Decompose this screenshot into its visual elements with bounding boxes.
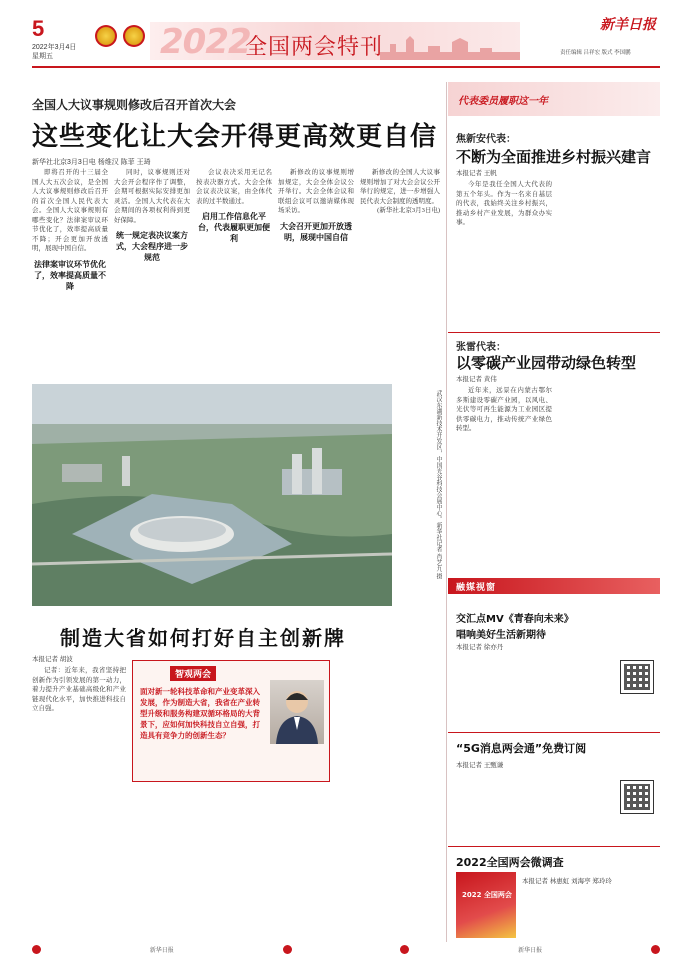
- photo-caption: 武汉东湖新技术开发区，中国光谷科技会展中心。新华社记者 肖艺九 摄: [435, 390, 441, 579]
- footer-dot-icon: [400, 945, 409, 954]
- insight-box-text: 面对新一轮科技革命和产业变革深入发展，作为制造大省，我省在产业转型升级和服务构建双循环格局的大背景下，应如何加快科技自立自强，打造具有竞争力的创新生态？: [140, 687, 260, 740]
- lead-subhead: 启用工作信息化平台，代表履职更加便利: [198, 212, 270, 243]
- lead-dateline: (新华社北京3月3日电): [377, 207, 440, 214]
- interviewee-portrait: [270, 680, 324, 744]
- banner-year: 2022: [160, 22, 251, 62]
- footer-label-left: 新华日报: [149, 947, 174, 954]
- 5g-headline: “5G消息两会通”免费订阅: [456, 742, 587, 755]
- media-divider: [448, 732, 660, 733]
- right-story-1-column-a: [456, 180, 552, 328]
- right-column-band-title: 代表委员履职这一年: [458, 96, 548, 107]
- footer-dot-icon: [32, 945, 41, 954]
- lead-paragraph: 新修改的议事规则增加规定，大会全体会议公开举行。大会全体会议和联组会议可以邀请媒体现场采访。: [278, 169, 354, 214]
- footer-dot-icon: [283, 945, 292, 954]
- lead-column-2: [114, 168, 190, 378]
- page-footer: [32, 944, 660, 954]
- right-story-1-byline: 本报记者 王帆: [456, 170, 497, 177]
- footer-label-right: 新华日报: [518, 947, 543, 954]
- lead-headline: 这些变化让大会开得更高效更自信: [32, 122, 438, 152]
- lead-paragraph: 同时，议事规则还对大会开会程序作了调整，会期可根据实际安排更加灵活。全国人大代表在大会期间的各项权利得到更好保障。: [114, 169, 190, 224]
- lead-subhead: 法律案审议环节优化了，效率提高质量不降: [34, 259, 106, 291]
- lead-column-3: [196, 168, 272, 378]
- page-number: 5: [32, 16, 45, 41]
- lead-column-5: [360, 168, 440, 378]
- poll-headline: 2022全国两会微调查: [456, 856, 564, 869]
- lower-paragraph: 记者：近年来，我省坚持把创新作为引领发展的第一动力，着力提升产业基础高级化和产业链现代化水平，加快推进科技自立自强。: [32, 667, 126, 712]
- right-column-divider: [448, 332, 660, 333]
- lead-subhead: 大会召开更加开放透明，展现中国自信: [280, 221, 352, 242]
- footer-dot-icon: [651, 945, 660, 954]
- mv-text: [456, 654, 606, 726]
- mv-headline-line-2: 唱响美好生活新期待: [456, 630, 546, 641]
- lower-column-2: [132, 788, 228, 936]
- header-rule: [32, 66, 660, 68]
- right-story-2-column-a: [456, 386, 552, 570]
- right-story-1-paragraph: 今年是我任全国人大代表的第五个年头。作为一名来自基层的代表，我始终关注乡村振兴，推动乡村产业发展，为群众办实事。: [456, 181, 552, 226]
- lead-paragraph: 新修改的全国人大议事规则增加了对大会会议公开举行的规定，进一步增强人民代表大会制度的透明度。: [360, 169, 440, 205]
- lead-kicker: 全国人大议事规则修改后召开首次大会: [32, 98, 237, 112]
- lead-subhead: 统一规定表决议案方式，大会程序进一步规范: [116, 231, 188, 262]
- mv-headline-line-1: 交汇点MV《青春向未来》: [456, 614, 574, 625]
- right-story-2-kicker: 张雷代表：: [456, 342, 506, 353]
- right-story-2-column-b: [560, 386, 656, 570]
- emblem-group: [95, 25, 145, 47]
- insight-box-tag: 智观两会: [170, 666, 216, 681]
- poll-byline: 本报记者 林惠虹 刘海亭 郑玲玲: [522, 878, 612, 885]
- lower-column-1: [32, 666, 126, 936]
- 5g-byline: 本报记者 王甄谦: [456, 762, 504, 769]
- right-story-2-paragraph: 近年来，远景在内蒙古鄂尔多斯建设零碳产业园，以风电、光伏等可再生能源为工业园区提供零碳电力，推动传统产业绿色转型。: [456, 387, 552, 432]
- lower-column-3: [234, 788, 330, 936]
- lower-headline: 制造大省如何打好自主创新牌: [60, 626, 346, 650]
- lead-paragraph: 会议表决采用无记名按表决器方式。大会全体会议表决议案，由全体代表的过半数通过。: [196, 169, 272, 205]
- banner-title: 全国两会特刊: [245, 35, 384, 60]
- lower-column-4: [336, 660, 440, 936]
- qr-code-icon[interactable]: [620, 660, 654, 694]
- poll-text: [522, 888, 656, 938]
- editor-credits: 责任编辑 吕祥宏 版式 李国鹏: [560, 50, 631, 56]
- right-story-1-headline: 不断为全面推进乡村振兴建言: [456, 148, 652, 166]
- newspaper-brand: 新羊日报: [600, 17, 656, 33]
- portrait-illustration: [270, 680, 324, 744]
- aerial-photo: [32, 384, 392, 606]
- right-story-2-byline: 本报记者 黄伟: [456, 376, 497, 383]
- qr-code-icon[interactable]: [620, 780, 654, 814]
- media-divider: [448, 846, 660, 847]
- right-story-1-column-b: [560, 180, 656, 328]
- lead-column-1: [32, 168, 108, 378]
- issue-date: 2022年3月4日: [32, 44, 77, 51]
- right-story-1-kicker: 焦新安代表：: [456, 134, 516, 145]
- mv-byline: 本报记者 徐亦丹: [456, 644, 504, 651]
- page-header: [0, 0, 680, 70]
- lead-byline: 新华社北京3月3日电 杨维汉 陈菲 王琦: [32, 159, 151, 166]
- party-emblem-icon: [123, 25, 145, 47]
- poll-thumbnail-label: 2022 全国两会: [462, 891, 512, 899]
- right-story-2-headline: 以零碳产业园带动绿色转型: [456, 354, 637, 372]
- column-separator: [446, 82, 447, 942]
- lead-paragraph: 即将召开的十三届全国人大五次会议，是全国人大议事规则修改后召开的首次全国人民代表大会。全国人大议事规则有哪些变化？法律案审议环节优化了，效率提高质量不降；开会更加开放透明，展现中国自信。: [32, 169, 108, 252]
- lead-column-4: [278, 168, 354, 378]
- issue-weekday: 星期五: [32, 53, 53, 60]
- poll-thumbnail[interactable]: [456, 872, 516, 938]
- aerial-city-illustration: [32, 384, 392, 606]
- skyline-illustration: [380, 30, 520, 60]
- national-emblem-icon: [95, 25, 117, 47]
- 5g-text: [456, 772, 606, 844]
- media-section-title: 融媒视窗: [456, 583, 497, 593]
- lower-byline: 本报记者 胡波: [32, 656, 73, 663]
